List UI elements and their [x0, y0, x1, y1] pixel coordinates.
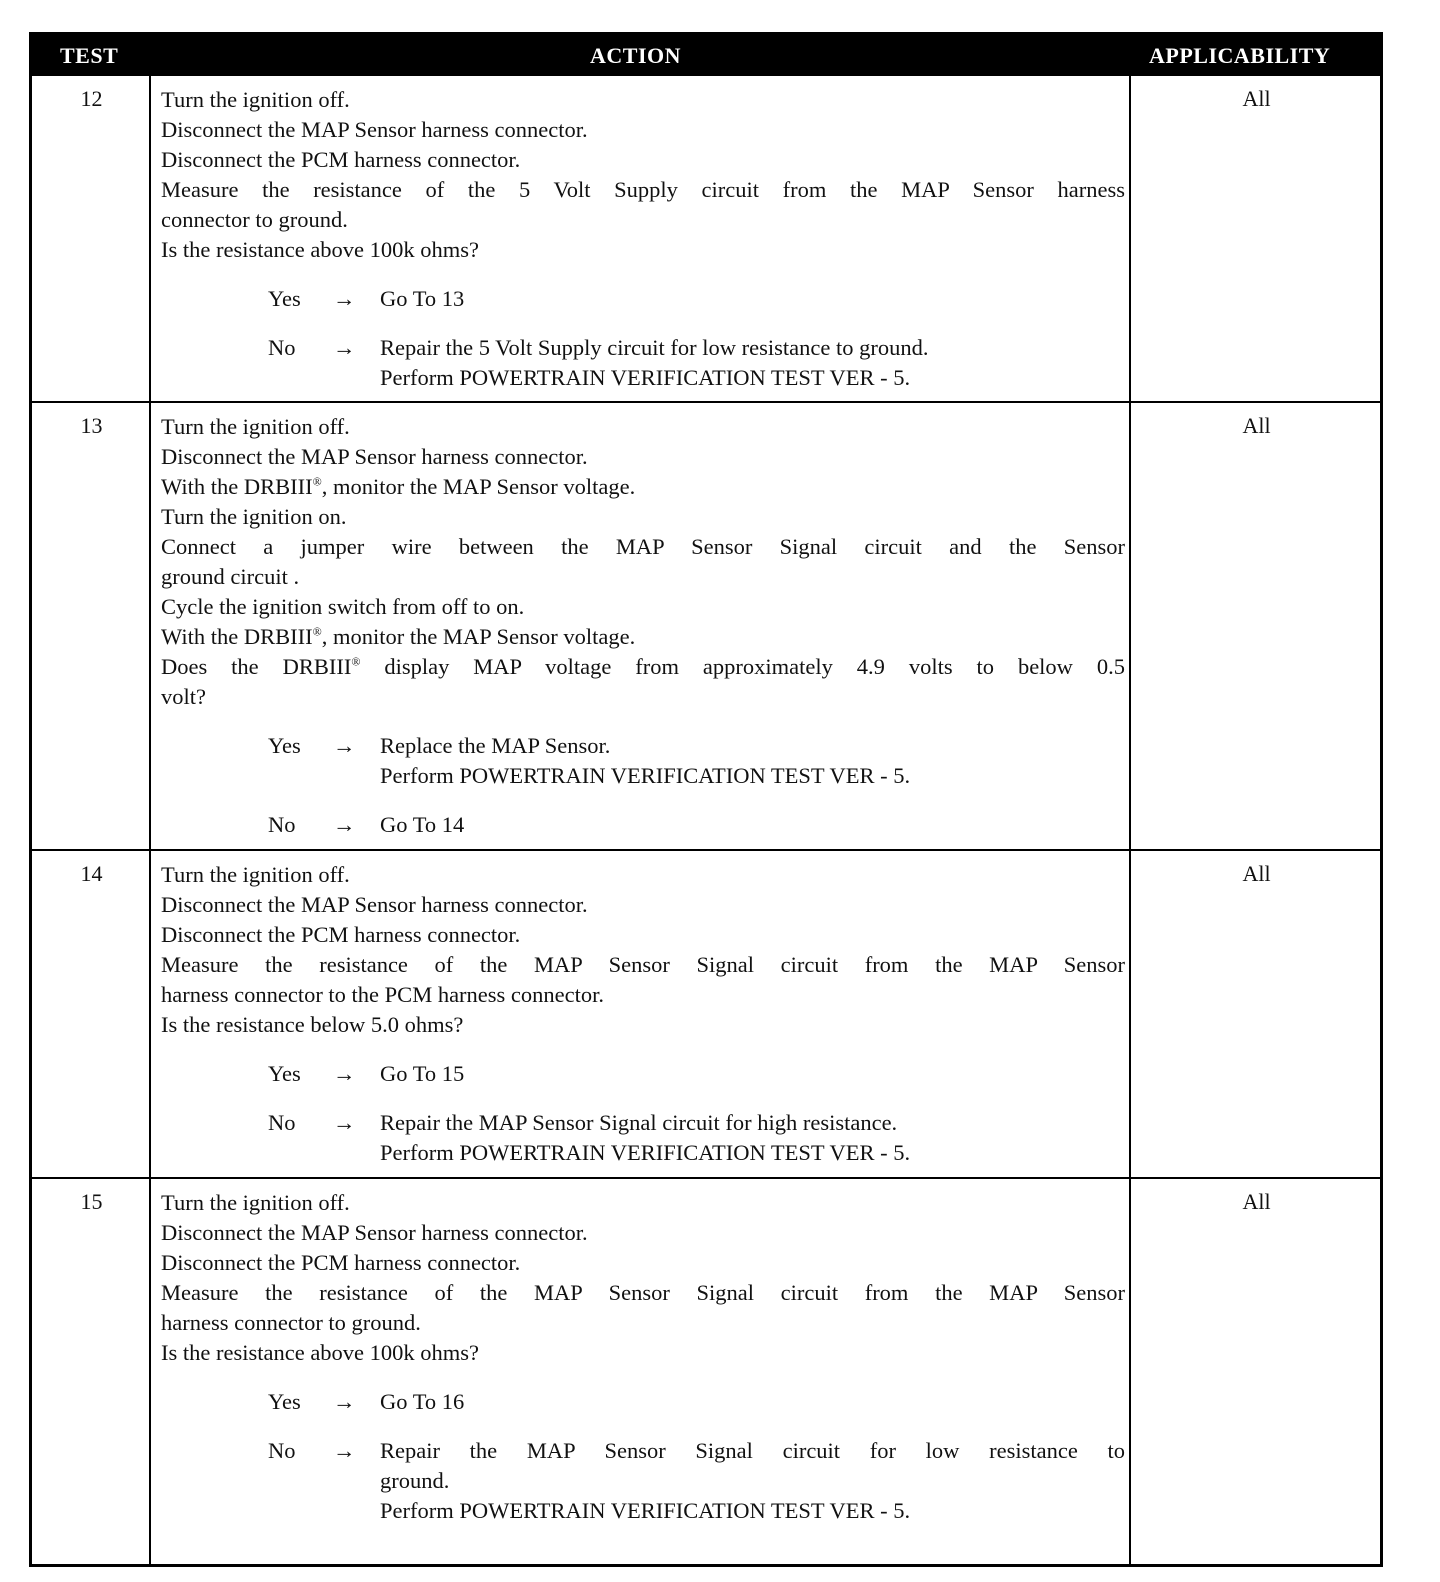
step-text: Disconnect the MAP Sensor harness connector. [161, 444, 588, 469]
applicability: All [1242, 861, 1271, 886]
step-text: Disconnect the MAP Sensor harness connector. [161, 1220, 588, 1245]
header-test: TEST [60, 43, 119, 68]
step-text: Turn the ignition off. [161, 414, 350, 439]
arrow-icon: → [333, 1438, 356, 1463]
step-text: Is the resistance above 100k ohms? [161, 237, 480, 262]
arrow-icon: → [333, 1389, 356, 1414]
no-action: Repair the MAP Sensor Signal circuit for high resistance. [380, 1110, 898, 1135]
step-text: Measure the resistance of the 5 Volt Supply circuit from the MAP Sensor harness [161, 177, 1125, 202]
step-text: connector to ground. [161, 207, 348, 232]
applicability: All [1242, 413, 1271, 438]
yes-result [161, 1059, 1125, 1089]
no-result-continued [161, 363, 1125, 393]
diagnostic-test-table [29, 32, 1383, 1567]
no-action: Repair the MAP Sensor Signal circuit for low resistance to [380, 1438, 1125, 1463]
no-result-continued [161, 1496, 1125, 1526]
step-text: Connect a jumper wire between the MAP Sensor Signal circuit and the Sensor [161, 534, 1125, 559]
no-label: No [268, 1438, 296, 1463]
yes-action: Go To 15 [380, 1061, 465, 1086]
action-cell [161, 1188, 1125, 1526]
no-result-continued [161, 1466, 1125, 1496]
step-text: Disconnect the PCM harness connector. [161, 922, 521, 947]
arrow-icon: → [333, 733, 356, 758]
no-action: Go To 14 [380, 812, 465, 837]
table-row [32, 851, 1380, 1177]
test-number: 15 [80, 1189, 103, 1214]
step-text: Is the resistance below 5.0 ohms? [161, 1012, 464, 1037]
action-cell [161, 860, 1125, 1168]
no-action: Perform POWERTRAIN VERIFICATION TEST VER - 5. [380, 365, 911, 390]
step-text: harness connector to ground. [161, 1310, 421, 1335]
arrow-icon: → [333, 1061, 356, 1086]
table-header [32, 35, 1380, 76]
header-applicability: APPLICABILITY [1149, 43, 1331, 68]
table-row [32, 403, 1380, 849]
header-action: ACTION [590, 43, 682, 68]
step-text: With the DRBIII®, monitor the MAP Sensor voltage. [161, 474, 636, 499]
no-label: No [268, 335, 296, 360]
yes-action: Replace the MAP Sensor. [380, 733, 611, 758]
no-action: Repair the 5 Volt Supply circuit for low resistance to ground. [380, 335, 929, 360]
yes-action: Go To 16 [380, 1389, 465, 1414]
test-number: 13 [80, 413, 103, 438]
applicability: All [1242, 1189, 1271, 1214]
yes-result [161, 731, 1125, 761]
yes-result-continued [161, 761, 1125, 791]
step-text: Turn the ignition off. [161, 87, 350, 112]
step-text: Measure the resistance of the MAP Sensor Signal circuit from the MAP Sensor [161, 952, 1125, 977]
step-text: Turn the ignition on. [161, 504, 347, 529]
action-cell [161, 412, 1125, 840]
no-result [161, 333, 1125, 363]
step-text: Disconnect the PCM harness connector. [161, 147, 521, 172]
step-text: Disconnect the MAP Sensor harness connector. [161, 117, 588, 142]
yes-action: Go To 13 [380, 286, 465, 311]
step-text: harness connector to the PCM harness connector. [161, 982, 605, 1007]
no-label: No [268, 1110, 296, 1135]
no-action: Perform POWERTRAIN VERIFICATION TEST VER - 5. [380, 1498, 911, 1523]
yes-label: Yes [268, 733, 301, 758]
test-number: 14 [80, 861, 103, 886]
no-result [161, 1108, 1125, 1138]
step-text: ground circuit . [161, 564, 300, 589]
no-result [161, 1436, 1125, 1466]
no-label: No [268, 812, 296, 837]
step-text: Turn the ignition off. [161, 862, 350, 887]
applicability: All [1242, 86, 1271, 111]
yes-action: Perform POWERTRAIN VERIFICATION TEST VER - 5. [380, 763, 911, 788]
yes-label: Yes [268, 1061, 301, 1086]
arrow-icon: → [333, 812, 356, 837]
action-cell [161, 85, 1125, 393]
arrow-icon: → [333, 1110, 356, 1135]
step-text: Cycle the ignition switch from off to on. [161, 594, 525, 619]
step-text: Disconnect the MAP Sensor harness connector. [161, 892, 588, 917]
no-action: ground. [380, 1468, 450, 1493]
test-number: 12 [80, 86, 103, 111]
step-text: volt? [161, 684, 206, 709]
yes-label: Yes [268, 286, 301, 311]
yes-label: Yes [268, 1389, 301, 1414]
arrow-icon: → [333, 335, 356, 360]
no-result-continued [161, 1138, 1125, 1168]
step-text: Turn the ignition off. [161, 1190, 350, 1215]
no-result [161, 810, 1125, 840]
table-row [32, 1179, 1380, 1564]
arrow-icon: → [333, 286, 356, 311]
yes-result [161, 284, 1125, 314]
step-text: Does the DRBIII® display MAP voltage from approximately 4.9 volts to below 0.5 [161, 654, 1125, 679]
yes-result [161, 1387, 1125, 1417]
step-text: Is the resistance above 100k ohms? [161, 1340, 480, 1365]
step-text: With the DRBIII®, monitor the MAP Sensor voltage. [161, 624, 636, 649]
no-action: Perform POWERTRAIN VERIFICATION TEST VER - 5. [380, 1140, 911, 1165]
step-text: Measure the resistance of the MAP Sensor Signal circuit from the MAP Sensor [161, 1280, 1125, 1305]
step-text: Disconnect the PCM harness connector. [161, 1250, 521, 1275]
table-row [32, 76, 1380, 401]
